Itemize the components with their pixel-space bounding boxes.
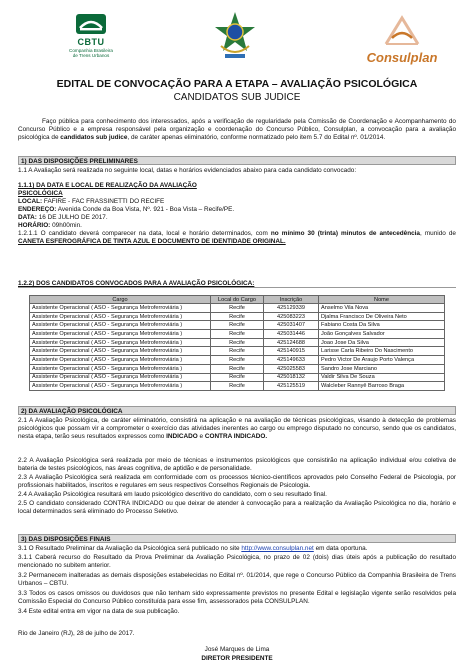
section-2-4: 2.4 A Avaliação Psicológica resultará em laudo psicológico descritivo do candidato, com o seu resultado final. xyxy=(18,491,327,498)
table-header-row xyxy=(30,296,445,304)
cell-nome: Valdir Silva De Souza xyxy=(319,373,445,382)
col-header-inscricao: Inscrição xyxy=(264,296,319,304)
cell-nome: Joao Jose Da Silva xyxy=(319,338,445,347)
page-subtitle: CANDIDATOS SUB JUDICE xyxy=(173,92,301,103)
table-row xyxy=(30,330,445,339)
cell-local: Recife xyxy=(211,304,264,313)
brazil-coat-of-arms-icon xyxy=(213,10,257,62)
cell-inscricao: 425125519 xyxy=(264,382,319,391)
cell-inscricao: 425124688 xyxy=(264,338,319,347)
cbtu-name: CBTU xyxy=(77,37,105,47)
table-row xyxy=(30,338,445,347)
table-row xyxy=(30,364,445,373)
cell-local: Recife xyxy=(211,321,264,330)
cell-nome: Fabiano Costa Da Silva xyxy=(319,321,445,330)
cbtu-subtitle: Companhia Brasileira de Trens Urbanos xyxy=(69,48,113,59)
cell-cargo: Assistente Operacional ( ASO - Segurança Metroferroviária ) xyxy=(30,356,211,365)
section-3-1: 3.1 O Resultado Preliminar da Avaliação da Psicológica será publicado no site http://www.consulplan.net em data oportuna. xyxy=(18,545,368,552)
consulplan-logo xyxy=(352,12,452,72)
section-1-header: 1) DAS DISPOSIÇÕES PRELIMINARES xyxy=(18,156,456,165)
cell-inscricao: 425031446 xyxy=(264,330,319,339)
section-2-5: 2.5 O candidato considerado CONTRA INDICADO ou que deixar de atender à convocação para a realização da Avaliação Psicológica no dia, horário e local determinados será eliminado do Processo Seletivo. xyxy=(18,500,456,515)
cell-inscricao: 425025583 xyxy=(264,364,319,373)
table-row xyxy=(30,356,445,365)
horario-line: HORÁRIO: 09h00min. xyxy=(18,222,82,229)
cell-inscricao: 425129339 xyxy=(264,304,319,313)
table-row xyxy=(30,312,445,321)
consulplan-site-link[interactable]: http://www.consulplan.net xyxy=(241,545,314,552)
cell-cargo: Assistente Operacional ( ASO - Segurança Metroferroviária ) xyxy=(30,321,211,330)
cbtu-mark-icon xyxy=(74,12,108,36)
col-header-nome: Nome xyxy=(319,296,445,304)
col-header-local: Local do Cargo xyxy=(211,296,264,304)
cell-nome: Djalma Francisco De Oliveira Neto xyxy=(319,312,445,321)
section-2-1: 2.1 A Avaliação Psicológica, de caráter eliminatório, consistirá na aplicação e na avaliação de técnicas psicológicas, visando à detecção de problemas psicológicos que possam vir a comprometer o exercício das atividades inerentes ao cargo ou emprego disputado no concurso, sendo que os candidatos, nesta etapa, terão seus resultados expressos como INDICADO e CONTRA INDICADO. xyxy=(18,417,456,440)
cell-cargo: Assistente Operacional ( ASO - Segurança Metroferroviária ) xyxy=(30,312,211,321)
cell-inscricao: 425018132 xyxy=(264,373,319,382)
cell-cargo: Assistente Operacional ( ASO - Segurança Metroferroviária ) xyxy=(30,347,211,356)
table-row xyxy=(30,304,445,313)
section-1-2-1-1: 1.2.1.1 O candidato deverá comparecer na data, local e horário determinados, com no mínimo 30 (trinta) minutos de antecedência, munido de CANETA ESFEROGRÁFICA DE TINTA AZUL E DOCUMENTO DE IDENTIDADE ORIGINAL. xyxy=(18,230,456,245)
cell-inscricao: 425149633 xyxy=(264,356,319,365)
section-3-2: 3.2 Permanecem inalteradas as demais disposições estabelecidas no Edital nº. 01/2014, que rege o Concurso Público da Companhia Brasileira de Trens Urbanos – CBTU. xyxy=(18,572,456,587)
table-row xyxy=(30,321,445,330)
cell-cargo: Assistente Operacional ( ASO - Segurança Metroferroviária ) xyxy=(30,373,211,382)
col-header-cargo: Cargo xyxy=(30,296,211,304)
cell-nome: Larisse Carla Ribeiro Do Nascimento xyxy=(319,347,445,356)
endereco-line: ENDEREÇO: Avenida Conde da Boa Vista, Nº. 921 - Boa Vista – Recife/PE. xyxy=(18,206,235,213)
cell-cargo: Assistente Operacional ( ASO - Segurança Metroferroviária ) xyxy=(30,330,211,339)
cell-nome: Anselmo Vila Nova xyxy=(319,304,445,313)
cell-local: Recife xyxy=(211,373,264,382)
section-3-1-1: 3.1.1 Caberá recurso do Resultado da Prova Preliminar da Avaliação Psicológica, no prazo de 02 (dois) dias úteis após a publicação do resultado mencionado no subitem anterior. xyxy=(18,554,456,569)
signer-role: DIRETOR PRESIDENTE xyxy=(201,655,273,662)
cell-local: Recife xyxy=(211,356,264,365)
cell-local: Recife xyxy=(211,347,264,356)
cell-local: Recife xyxy=(211,364,264,373)
intro-paragraph: Faço pública para conhecimento dos interessados, após a verificação de regularidade pela Comissão de Coordenação e Acompanhamento do Concurso Público e a empresa responsável pela organização e coordenação do Concurso Público, Consulplan, a convocação para a avaliação psicológica de candidatos sub judice, de caráter apenas eliminatório, conforme normatizado pelo item 5.7 do Edital nº. 01/2014. xyxy=(18,118,456,141)
cell-inscricao: 425083223 xyxy=(264,312,319,321)
consulplan-name: Consulplan xyxy=(366,50,438,65)
cell-local: Recife xyxy=(211,382,264,391)
cell-cargo: Assistente Operacional ( ASO - Segurança Metroferroviária ) xyxy=(30,364,211,373)
cell-local: Recife xyxy=(211,338,264,347)
section-2-header: 2) DA AVALIAÇÃO PSICOLÓGICA xyxy=(18,406,456,415)
cell-cargo: Assistente Operacional ( ASO - Segurança Metroferroviária ) xyxy=(30,382,211,391)
table-row xyxy=(30,373,445,382)
section-2-2: 2.2 A Avaliação Psicológica será realizada por meio de técnicas e instrumentos psicológicos que consistirão na aplicação individual e/ou coletiva de bateria de testes psicológicos, nas áreas cognitiva, de aptidão e de personalidade. xyxy=(18,457,456,472)
table-row xyxy=(30,382,445,391)
cell-inscricao: 425031407 xyxy=(264,321,319,330)
section-3-3: 3.3 Todos os casos omissos ou duvidosos que não tenham sido expressamente previstos no presente Edital e legislação vigente serão resolvidos pela Comissão Especial do Concurso Público constituída para esse fim, assessorados pela CONSULPLAN. xyxy=(18,590,456,605)
cell-cargo: Assistente Operacional ( ASO - Segurança Metroferroviária ) xyxy=(30,304,211,313)
cell-nome: Sandro Jose Marciano xyxy=(319,364,445,373)
local-line: LOCAL: FAFIRE - FAC FRASSINETTI DO RECIFE xyxy=(18,198,165,205)
cell-local: Recife xyxy=(211,330,264,339)
cell-local: Recife xyxy=(211,312,264,321)
section-1-1-1-title: 1.1.1) DA DATA E LOCAL DE REALIZAÇÃO DA AVALIAÇÃO PSICOLÓGICA xyxy=(18,182,197,197)
section-1-2-2-header: 1.2.2) DOS CANDIDATOS CONVOCADOS PARA A AVALIAÇÃO PSICOLÓGICA: xyxy=(18,279,456,288)
section-3-4: 3.4 Este edital entra em vigor na data de sua publicação. xyxy=(18,608,180,615)
page-title: EDITAL DE CONVOCAÇÃO PARA A ETAPA – AVALIAÇÃO PSICOLÓGICA xyxy=(56,78,418,90)
section-1-1: 1.1 A Avaliação será realizada no seguinte local, datas e horários evidenciados abaixo para cada candidato convocado: xyxy=(18,167,357,174)
candidates-table xyxy=(29,295,445,391)
cell-nome: Walcleber Rannyê Barroso Braga xyxy=(319,382,445,391)
cell-cargo: Assistente Operacional ( ASO - Segurança Metroferroviária ) xyxy=(30,338,211,347)
data-line: DATA: 16 DE JULHO DE 2017. xyxy=(18,214,108,221)
date-line: Rio de Janeiro (RJ), 28 de julho de 2017. xyxy=(18,630,135,637)
signer-name: José Marques de Lima xyxy=(204,646,270,653)
cell-inscricao: 425140915 xyxy=(264,347,319,356)
cbtu-logo xyxy=(56,12,126,72)
section-2-3: 2.3 A Avaliação Psicológica será realizada em conformidade com os processos técnico-científicos aprovados pelo Conselho Federal de Psicologia, por profissionais habilitados, inscritos e regulares em seus respectivos Conselhos Regionais de Psicologia. xyxy=(18,474,456,489)
consulplan-mark-icon xyxy=(382,14,422,50)
cell-nome: João Gonçalves Salvador xyxy=(319,330,445,339)
section-3-header: 3) DAS DISPOSIÇÕES FINAIS xyxy=(18,534,456,543)
table-row xyxy=(30,347,445,356)
cell-nome: Pedro Victor De Araujo Porto Valença xyxy=(319,356,445,365)
